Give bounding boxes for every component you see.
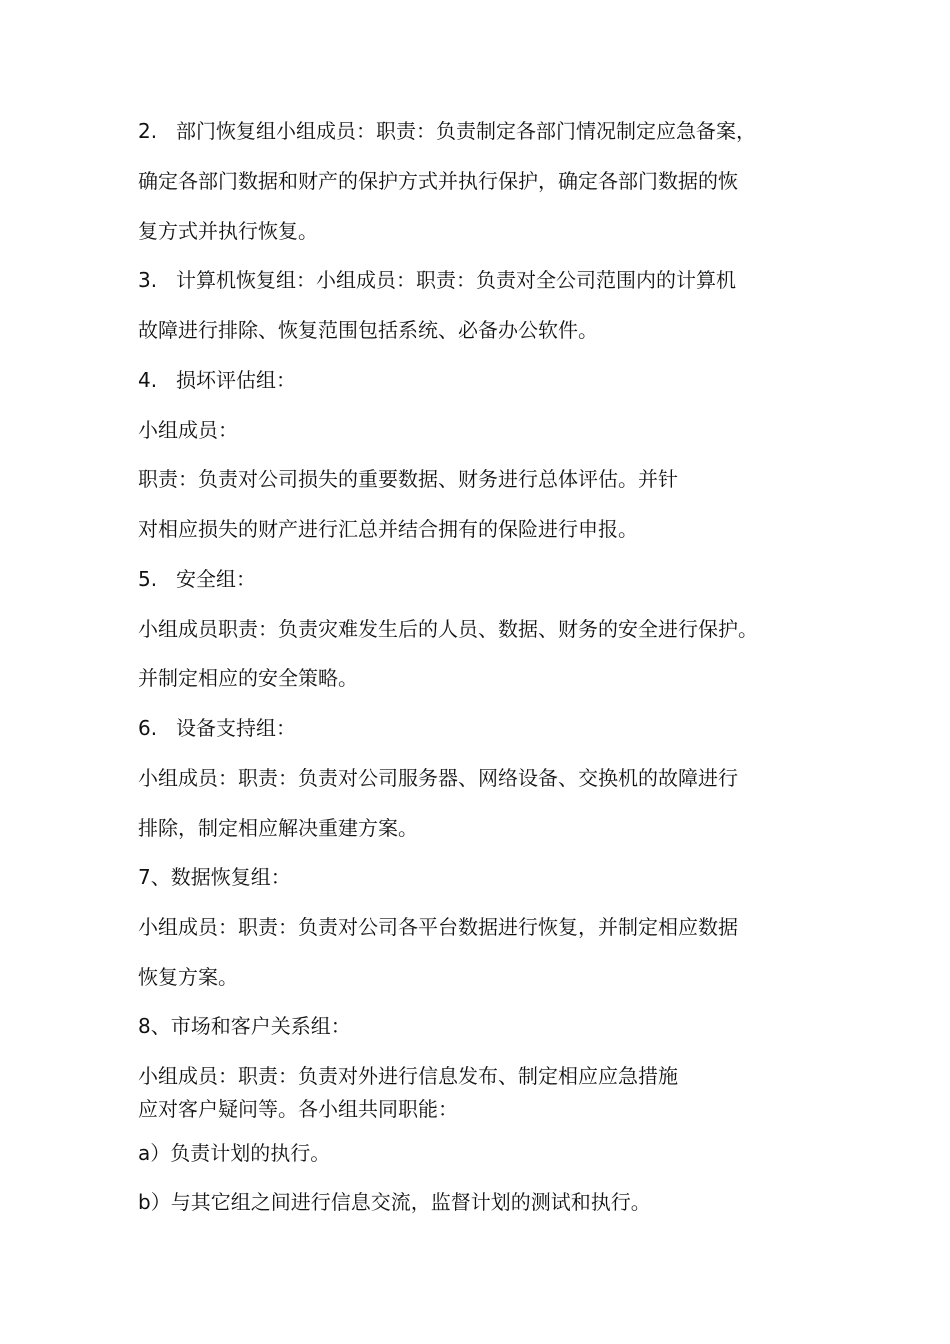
list-number: 5. <box>138 567 158 591</box>
text-line <box>138 766 738 790</box>
line-text: b）与其它组之间进行信息交流，监督计划的测试和执行。 <box>138 1190 651 1214</box>
text-line <box>138 418 238 442</box>
text-line <box>138 318 598 342</box>
list-number: 6. <box>138 716 158 740</box>
text-line <box>138 816 418 840</box>
list-number: 4. <box>138 368 158 392</box>
line-text: 计算机恢复组：小组成员：职责：负责对全公司范围内的计算机 <box>176 268 736 292</box>
text-line <box>138 517 638 541</box>
text-line <box>138 567 256 591</box>
text-line <box>138 268 736 292</box>
text-line <box>138 467 678 491</box>
line-text: 7、数据恢复组： <box>138 865 291 889</box>
line-text: 小组成员：职责：负责对公司服务器、网络设备、交换机的故障进行 <box>138 766 738 790</box>
line-text: 确定各部门数据和财产的保护方式并执行保护，确定各部门数据的恢 <box>138 169 738 193</box>
line-text: 小组成员： <box>138 418 238 442</box>
text-line <box>138 617 758 641</box>
text-line <box>138 169 738 193</box>
text-line <box>138 965 238 989</box>
line-text: 部门恢复组小组成员：职责：负责制定各部门情况制定应急备案， <box>176 119 756 143</box>
line-text: 排除，制定相应解决重建方案。 <box>138 816 418 840</box>
line-text: 小组成员职责：负责灾难发生后的人员、数据、财务的安全进行保护。 <box>138 617 758 641</box>
text-line <box>138 716 296 740</box>
text-line <box>138 119 756 143</box>
line-text: 8、市场和客户关系组： <box>138 1014 351 1038</box>
line-text: 恢复方案。 <box>138 965 238 989</box>
text-line <box>138 1064 678 1088</box>
line-text: 故障进行排除、恢复范围包括系统、必备办公软件。 <box>138 318 598 342</box>
text-line <box>138 219 318 243</box>
list-number: 3. <box>138 268 158 292</box>
line-text: 并制定相应的安全策略。 <box>138 666 358 690</box>
text-line <box>138 368 296 392</box>
line-text: 安全组： <box>176 567 256 591</box>
text-line <box>138 1097 458 1121</box>
text-line <box>138 666 358 690</box>
line-text: 设备支持组： <box>176 716 296 740</box>
text-line <box>138 865 291 889</box>
line-text: 职责：负责对公司损失的重要数据、财务进行总体评估。并针 <box>138 467 678 491</box>
line-text: 复方式并执行恢复。 <box>138 219 318 243</box>
list-number: 2. <box>138 119 158 143</box>
line-text: 对相应损失的财产进行汇总并结合拥有的保险进行申报。 <box>138 517 638 541</box>
text-line <box>138 1141 330 1165</box>
text-line <box>138 915 738 939</box>
line-text: 应对客户疑问等。各小组共同职能： <box>138 1097 458 1121</box>
text-line <box>138 1190 651 1214</box>
line-text: a）负责计划的执行。 <box>138 1141 331 1165</box>
line-text: 小组成员：职责：负责对公司各平台数据进行恢复，并制定相应数据 <box>138 915 738 939</box>
text-line <box>138 1014 351 1038</box>
line-text: 损坏评估组： <box>176 368 296 392</box>
line-text: 小组成员：职责：负责对外进行信息发布、制定相应应急措施 <box>138 1064 678 1088</box>
